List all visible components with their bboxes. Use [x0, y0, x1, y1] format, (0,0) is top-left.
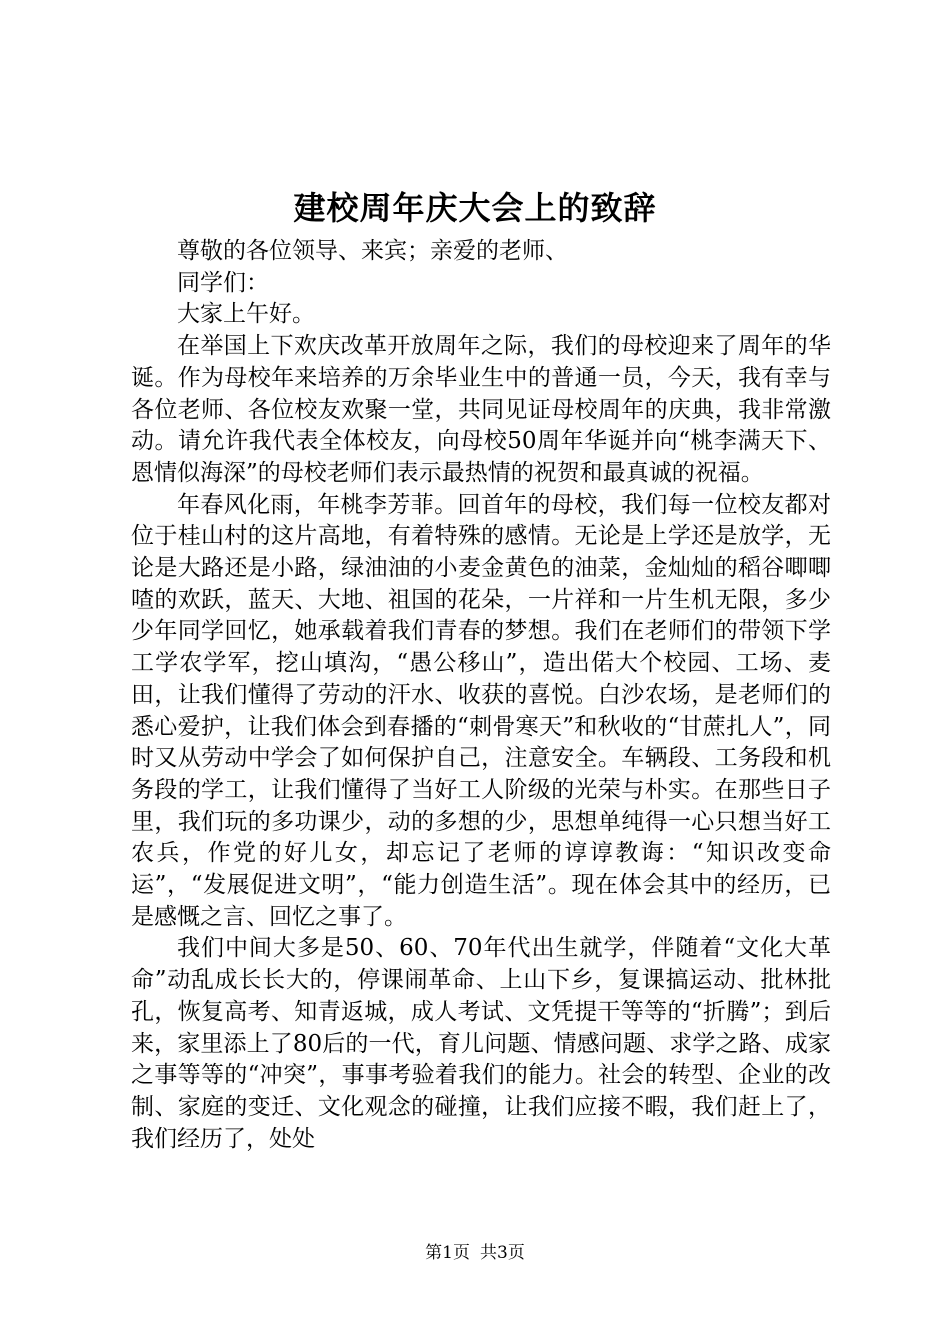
- page-footer: [0, 1241, 950, 1265]
- body-paragraph-3: 我们中间大多是50、60、70年代出生就学，伴随着“文化大革命”动乱成长长大的，停课闹革命、上山下乡，复课搞运动、批林批孔，恢复高考、知青返城，成人考试、文凭提干等等的“折腾”；到后来，家里添上了80后的一代，育儿问题、情感问题、求学之路、成家之事等等的“冲突”，事事考验着我们的能力。社会的转型、企业的改制、家庭的变迁、文化观念的碰撞，让我们应接不暇，我们赶上了，我们经历了，处处: [131, 935, 831, 1152]
- salutation-line-2: 同学们：: [177, 269, 269, 296]
- page-total: 共3页: [480, 1243, 525, 1263]
- body-paragraph-2: 年春风化雨，年桃李芳菲。回首年的母校，我们每一位校友都对位于桂山村的这片高地，有着特殊的感情。无论是上学还是放学，无论是大路还是小路，绿油油的小麦金黄色的油菜，金灿灿的稻谷唧唧喳的欢跃，蓝天、大地、祖国的花朵，一片祥和一片生机无限，多少少年同学回忆，她承载着我们青春的梦想。我们在老师们的带领下学工学农学军，挖山填沟，“愚公移山”，造出偌大个校园、工场、麦田，让我们懂得了劳动的汗水、收获的喜悦。白沙农场，是老师们的悉心爱护，让我们体会到春播的“刺骨寒天”和秋收的“甘蔗扎人”，同时又从劳动中学会了如何保护自己，注意安全。车辆段、工务段和机务段的学工，让我们懂得了当好工人阶级的光荣与朴实。在那些日子里，我们玩的多功课少，动的多想的少，思想单纯得一心只想当好工农兵，作党的好儿女，却忘记了老师的谆谆教诲：“知识改变命运”，“发展促进文明”，“能力创造生活”。现在体会其中的经历，已是感慨之言、回忆之事了。: [131, 491, 831, 930]
- page-number: 第1页: [425, 1243, 470, 1263]
- greeting-line: 大家上午好。: [177, 301, 315, 328]
- document-body: [131, 236, 831, 1155]
- salutation-line-1: 尊敬的各位领导、来宾；亲爱的老师、: [177, 238, 568, 264]
- document-title: 建校周年庆大会上的致辞: [293, 189, 657, 227]
- body-paragraph-1: 在举国上下欢庆改革开放周年之际，我们的母校迎来了周年的华诞。作为母校年来培养的万余毕业生中的普通一员，今天，我有幸与各位老师、各位校友欢聚一堂，共同见证母校周年的庆典，我非常激动。请允许我代表全体校友，向母校50周年华诞并向“桃李满天下、恩情似海深”的母校老师们表示最热情的祝贺和最真诚的祝福。: [131, 333, 831, 486]
